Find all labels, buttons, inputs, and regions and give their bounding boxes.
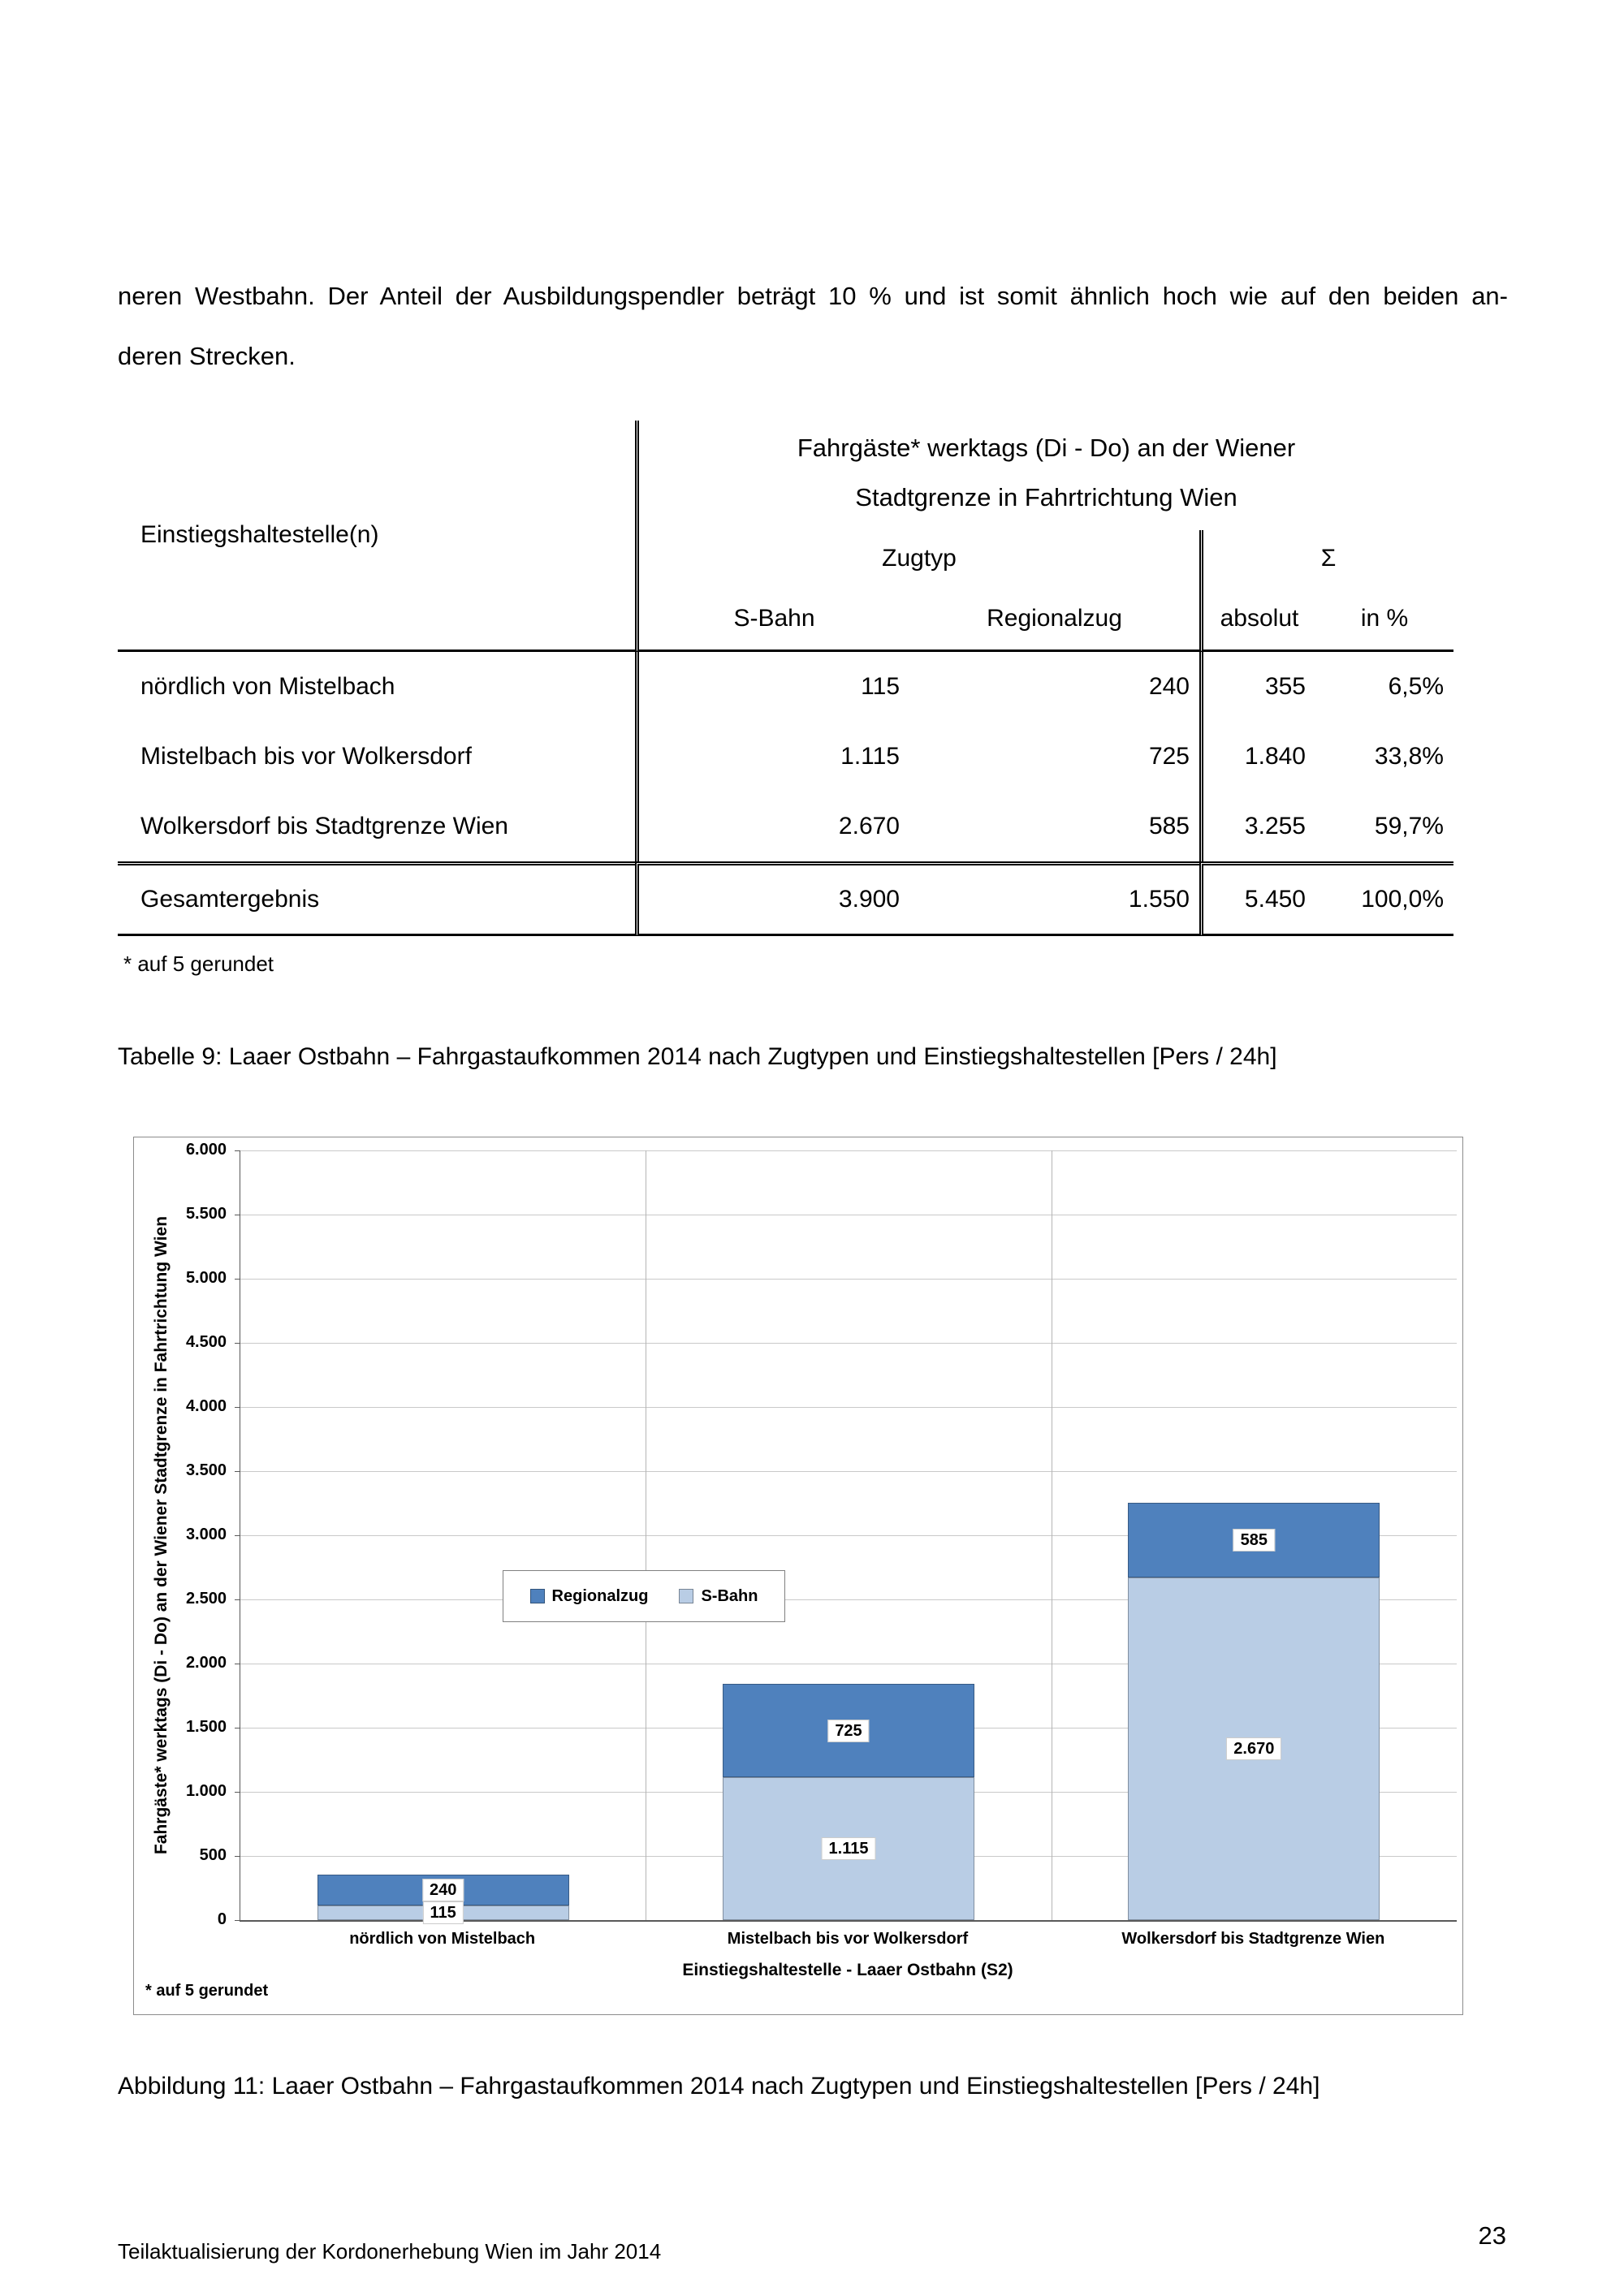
- y-tick-label: 1.000: [185, 1782, 227, 1800]
- table-cell-absolut: 355: [1199, 652, 1315, 722]
- table-total-regionalzug: 1.550: [909, 861, 1199, 936]
- y-axis-title: Fahrgäste* werktags (Di - Do) an der Wiener Stadtgrenze in Fahrtrichtung Wien: [152, 1215, 171, 1855]
- y-tick-mark: [235, 1471, 240, 1472]
- table-column-group-title: [635, 421, 1453, 530]
- bar-value-label: 585: [1233, 1529, 1275, 1552]
- bar-value-label: 1.115: [822, 1837, 876, 1860]
- table-zugtyp-header: Zugtyp: [635, 530, 1199, 587]
- gridline: [240, 1407, 1457, 1408]
- table-cell-regionalzug: 725: [1148, 743, 1190, 770]
- y-tick-mark: [235, 1792, 240, 1793]
- x-category-label: Mistelbach bis vor Wolkersdorf: [727, 1930, 969, 1948]
- y-tick-mark: [235, 1407, 240, 1408]
- footer-text: Teilaktualisierung der Kordonerhebung Wien im Jahr 2014: [118, 2239, 662, 2264]
- y-tick-mark: [235, 1279, 240, 1280]
- x-category-label: nördlich von Mistelbach: [349, 1930, 536, 1948]
- table-total-sbahn: 3.900: [635, 861, 909, 936]
- y-tick-label: 2.500: [185, 1590, 227, 1608]
- bar-value-label: 240: [422, 1879, 464, 1901]
- y-tick-mark: [235, 1920, 240, 1921]
- gridline: [240, 1343, 1457, 1344]
- y-tick-label: 1.500: [185, 1718, 227, 1736]
- y-tick-mark: [235, 1535, 240, 1536]
- table-total-absolut: 5.450: [1199, 861, 1315, 936]
- paragraph-line: neren Westbahn. Der Anteil der Ausbildungspendler beträgt 10 % und ist somit ähnlich hoch wie auf den beiden an-: [118, 282, 1508, 310]
- table-row-label: Wolkersdorf bis Stadtgrenze Wien: [140, 813, 508, 839]
- gridline: [240, 1279, 1457, 1280]
- gridline: [240, 1150, 1457, 1151]
- legend-label: Regionalzug: [551, 1586, 649, 1605]
- chart-legend: [503, 1570, 785, 1622]
- y-tick-label: 5.000: [185, 1269, 227, 1287]
- table-total-prozent: 100,0%: [1315, 861, 1453, 936]
- y-tick-label: 5.500: [185, 1205, 227, 1223]
- y-tick-mark: [235, 1343, 240, 1344]
- stacked-bar-chart: [133, 1137, 1463, 2015]
- legend-swatch-sbahn: [679, 1589, 693, 1603]
- y-tick-label: 0: [217, 1910, 227, 1928]
- table-cell-absolut: 1.840: [1199, 722, 1315, 792]
- y-tick-label: 2.000: [185, 1654, 227, 1672]
- y-tick-label: 3.500: [185, 1461, 227, 1479]
- y-tick-label: 4.500: [185, 1333, 227, 1351]
- bar-value-label: 115: [423, 1901, 464, 1924]
- legend-item-sbahn: [679, 1587, 758, 1606]
- figure-caption: Abbildung 11: Laaer Ostbahn – Fahrgastaufkommen 2014 nach Zugtypen und Einstiegshaltestellen [Pers / 24h]: [118, 2073, 1320, 2100]
- bar-value-label: 2.670: [1226, 1737, 1281, 1760]
- chart-footnote: * auf 5 gerundet: [145, 1982, 269, 2000]
- table-row-header-title: Einstiegshaltestelle(n): [118, 421, 635, 652]
- y-tick-label: 4.000: [185, 1397, 227, 1415]
- table-column-group-title-line2: Stadtgrenze in Fahrtrichtung Wien: [855, 483, 1237, 511]
- table-row-label: Mistelbach bis vor Wolkersdorf: [140, 743, 472, 770]
- table-col-header-inprozent: in %: [1315, 587, 1453, 652]
- x-category-label: Wolkersdorf bis Stadtgrenze Wien: [1121, 1930, 1385, 1948]
- gridline: [240, 1471, 1457, 1472]
- passenger-table: [118, 421, 1453, 936]
- table-caption: Tabelle 9: Laaer Ostbahn – Fahrgastaufkommen 2014 nach Zugtypen und Einstiegshaltestellen [Pers / 24h]: [118, 1043, 1277, 1070]
- y-tick-label: 500: [199, 1846, 227, 1864]
- y-tick-mark: [235, 1856, 240, 1857]
- table-cell-absolut: 3.255: [1199, 792, 1315, 861]
- body-paragraph: [118, 278, 1508, 398]
- table-footnote: * auf 5 gerundet: [123, 952, 274, 976]
- legend-item-regionalzug: [530, 1587, 649, 1606]
- table-cell-regionalzug: 585: [1148, 813, 1190, 839]
- y-tick-mark: [235, 1150, 240, 1151]
- table-cell-prozent: 59,7%: [1374, 813, 1444, 839]
- table-cell-prozent: 33,8%: [1374, 743, 1444, 770]
- table-col-header-sbahn: S-Bahn: [635, 587, 909, 652]
- table-cell-sbahn: 2.670: [635, 792, 909, 861]
- table-cell-sbahn: 115: [635, 652, 909, 722]
- legend-swatch-regionalzug: [530, 1589, 545, 1603]
- table-col-header-regionalzug: Regionalzug: [909, 587, 1199, 652]
- bar-value-label: 725: [827, 1720, 869, 1742]
- table-cell-prozent: 6,5%: [1388, 673, 1444, 700]
- table-cell-sbahn: 1.115: [635, 722, 909, 792]
- y-tick-label: 3.000: [185, 1526, 227, 1543]
- table-column-group-title-line1: Fahrgäste* werktags (Di - Do) an der Wiener: [797, 434, 1296, 462]
- table-col-header-absolut: absolut: [1199, 587, 1315, 652]
- table-sigma-header: Σ: [1199, 530, 1453, 587]
- plot-area: [240, 1150, 1457, 1922]
- x-axis-title: Einstiegshaltestelle - Laaer Ostbahn (S2): [682, 1961, 1013, 1979]
- table-cell-regionalzug: 240: [1148, 673, 1190, 700]
- y-tick-label: 6.000: [185, 1141, 227, 1159]
- page-number: 23: [1478, 2221, 1506, 2250]
- table-row-label: nördlich von Mistelbach: [140, 673, 395, 700]
- legend-label: S-Bahn: [701, 1586, 758, 1605]
- paragraph-line: deren Strecken.: [118, 342, 296, 370]
- x-axis-category-labels: [240, 1930, 1456, 1951]
- y-tick-mark: [235, 1599, 240, 1600]
- table-total-label: Gesamtergebnis: [118, 861, 635, 936]
- y-axis-ticks: [134, 1141, 227, 1928]
